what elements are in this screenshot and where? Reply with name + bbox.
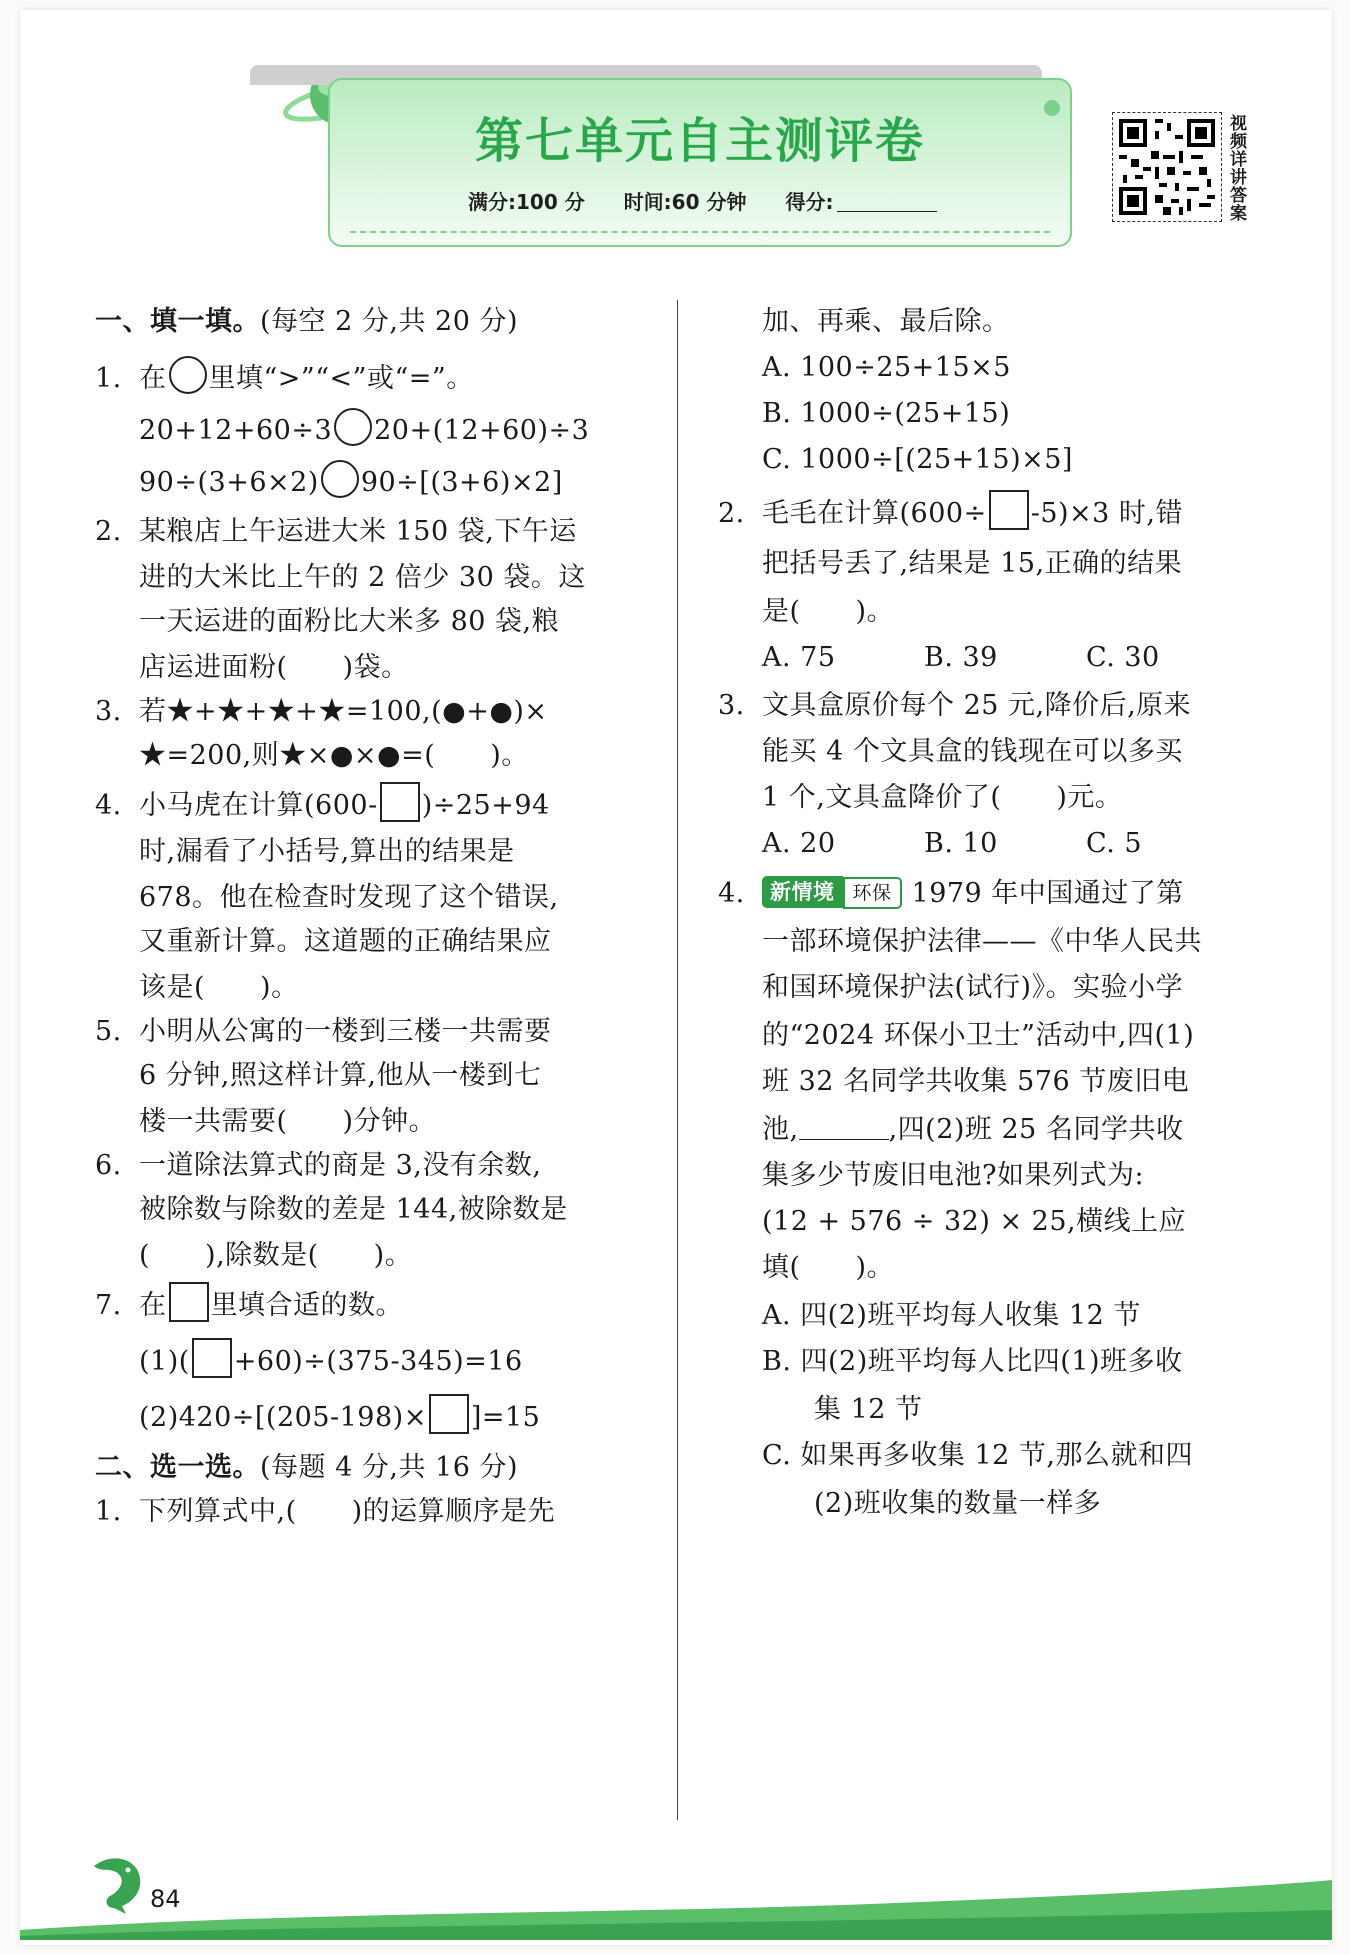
question-6-line: ( ),除数是( )。 xyxy=(139,1240,413,1271)
exam-meta xyxy=(468,186,937,215)
question-5-line: 6 分钟,照这样计算,他从一楼到七 xyxy=(139,1060,542,1091)
time-limit: 时间:60 分钟 xyxy=(623,190,747,214)
choice-question-2: 2. 毛毛在计算(600÷ -5)×3 时,错 xyxy=(718,490,1183,535)
dolphin-icon xyxy=(82,1848,152,1918)
question-1-row-2: 90÷(3+6×2) 90÷[(3+6)×2] xyxy=(95,460,563,504)
choice-question-4-line: 和国环境保护法(试行)》。实验小学 xyxy=(762,972,1184,1003)
answer-circle[interactable] xyxy=(321,460,359,498)
question-4-line: 该是( )。 xyxy=(139,972,299,1003)
question-7-part-1: (1)( +60)÷(375-345)=16 xyxy=(95,1338,523,1383)
question-4: 4. 小马虎在计算(600- )÷25+94 xyxy=(95,782,550,827)
choice-question-4-line: (12 + 576 ÷ 32) × 25,横线上应 xyxy=(762,1206,1187,1237)
question-6-line: 被除数与除数的差是 144,被除数是 xyxy=(139,1194,568,1225)
qr-pattern-icon xyxy=(1119,119,1215,215)
question-3-line: ★=200,则★×●×●=( )。 xyxy=(139,740,529,771)
answer-circle[interactable] xyxy=(169,356,207,394)
choice-question-3: 3. 文具盒原价每个 25 元,降价后,原来 xyxy=(718,690,1192,721)
option-c[interactable]: C. 如果再多收集 12 节,那么就和四 xyxy=(762,1440,1193,1471)
question-4-line: 678。他在检查时发现了这个错误, xyxy=(139,882,559,913)
answer-box[interactable] xyxy=(169,1282,209,1322)
choice-question-1: 1. 下列算式中,( )的运算顺序是先 xyxy=(95,1496,556,1527)
choice-question-4: 4. 新情境 环保 1979 年中国通过了第 xyxy=(718,878,1184,909)
choice-question-4-line: 填( )。 xyxy=(762,1252,895,1283)
choice-question-3-line: 能买 4 个文具盒的钱现在可以多买 xyxy=(762,736,1183,767)
answer-box[interactable] xyxy=(429,1394,469,1434)
title-banner xyxy=(328,78,1068,243)
choice-question-4-line: 池, ,四(2)班 25 名同学共收 xyxy=(762,1114,1184,1145)
answer-blank[interactable] xyxy=(799,1139,889,1140)
option-a[interactable]: A. 100÷25+15×5 xyxy=(762,352,1011,383)
question-2-line: 一天运进的面粉比大米多 80 袋,粮 xyxy=(139,606,560,637)
choice-question-2-line: 是( )。 xyxy=(762,596,895,627)
question-1-row-1: 20+12+60÷3 20+(12+60)÷3 xyxy=(95,408,589,452)
option-b[interactable]: B. 10 xyxy=(924,828,998,859)
question-1: 1. 在 里填“>”“<”或“=”。 xyxy=(95,356,474,400)
option-c[interactable]: C. 1000÷[(25+15)×5] xyxy=(762,444,1073,475)
option-a[interactable]: A. 75 xyxy=(762,642,836,673)
footer-wave xyxy=(20,1880,1332,1940)
answer-box[interactable] xyxy=(192,1338,232,1378)
question-4-line: 又重新计算。这道题的正确结果应 xyxy=(139,926,552,957)
question-2: 2. 某粮店上午运进大米 150 袋,下午运 xyxy=(95,516,577,547)
option-c[interactable]: C. 30 xyxy=(1086,642,1160,673)
score-field: 得分: xyxy=(785,190,937,214)
question-2-line: 进的大米比上午的 2 倍少 30 袋。这 xyxy=(139,562,586,593)
choice-question-1-line: 加、再乘、最后除。 xyxy=(762,306,1010,337)
page-title: 第七单元自主测评卷 xyxy=(474,113,925,169)
question-5-line: 楼一共需要( )分钟。 xyxy=(139,1106,437,1137)
banner-panel xyxy=(328,78,1072,247)
qr-code[interactable] xyxy=(1112,112,1222,222)
option-b[interactable]: B. 1000÷(25+15) xyxy=(762,398,1011,429)
section-2-heading: 二、选一选。(每题 4 分,共 16 分) xyxy=(95,1452,519,1483)
question-6: 6. 一道除法算式的商是 3,没有余数, xyxy=(95,1150,542,1181)
choice-question-2-line: 把括号丢了,结果是 15,正确的结果 xyxy=(762,548,1183,579)
option-b[interactable]: B. 四(2)班平均每人比四(1)班多收 xyxy=(762,1346,1183,1377)
question-2-line: 店运进面粉( )袋。 xyxy=(139,652,409,683)
choice-question-4-line: 集多少节废旧电池?如果列式为: xyxy=(762,1160,1145,1191)
option-a[interactable]: A. 20 xyxy=(762,828,836,859)
topic-tag: 环保 xyxy=(843,877,902,909)
new-context-tag: 新情境 xyxy=(762,876,843,908)
full-score: 满分:100 分 xyxy=(468,190,585,214)
page-number: 84 xyxy=(150,1885,181,1913)
question-3: 3. 若★+★+★+★=100,(●+●)× xyxy=(95,696,548,727)
choice-question-4-line: 一部环境保护法律——《中华人民共 xyxy=(762,926,1202,957)
choice-question-4-line: 班 32 名同学共收集 576 节废旧电 xyxy=(762,1066,1190,1097)
question-7: 7. 在 里填合适的数。 xyxy=(95,1282,403,1327)
column-divider xyxy=(677,300,678,1820)
answer-box[interactable] xyxy=(380,782,420,822)
option-a[interactable]: A. 四(2)班平均每人收集 12 节 xyxy=(762,1300,1141,1331)
question-7-part-2: (2)420÷[(205-198)× ]=15 xyxy=(95,1394,540,1439)
choice-question-2-options xyxy=(718,636,1160,679)
choice-question-3-options xyxy=(718,822,1142,865)
answer-box[interactable] xyxy=(989,490,1029,530)
option-c-continued: (2)班收集的数量一样多 xyxy=(814,1488,1102,1519)
answer-circle[interactable] xyxy=(334,408,372,446)
question-4-line: 时,漏看了小括号,算出的结果是 xyxy=(139,836,515,867)
choice-question-4-line: 的“2024 环保小卫士”活动中,四(1) xyxy=(762,1020,1195,1051)
section-1-heading: 一、填一填。(每空 2 分,共 20 分) xyxy=(95,306,519,337)
question-5: 5. 小明从公寓的一楼到三楼一共需要 xyxy=(95,1016,552,1047)
banner-dashed-line xyxy=(350,231,1050,233)
choice-question-3-line: 1 个,文具盒降价了( )元。 xyxy=(762,782,1123,813)
option-b-continued: 集 12 节 xyxy=(814,1394,923,1425)
option-b[interactable]: B. 39 xyxy=(924,642,998,673)
qr-caption: 视频详讲答案 xyxy=(1230,114,1247,224)
option-c[interactable]: C. 5 xyxy=(1086,828,1143,859)
